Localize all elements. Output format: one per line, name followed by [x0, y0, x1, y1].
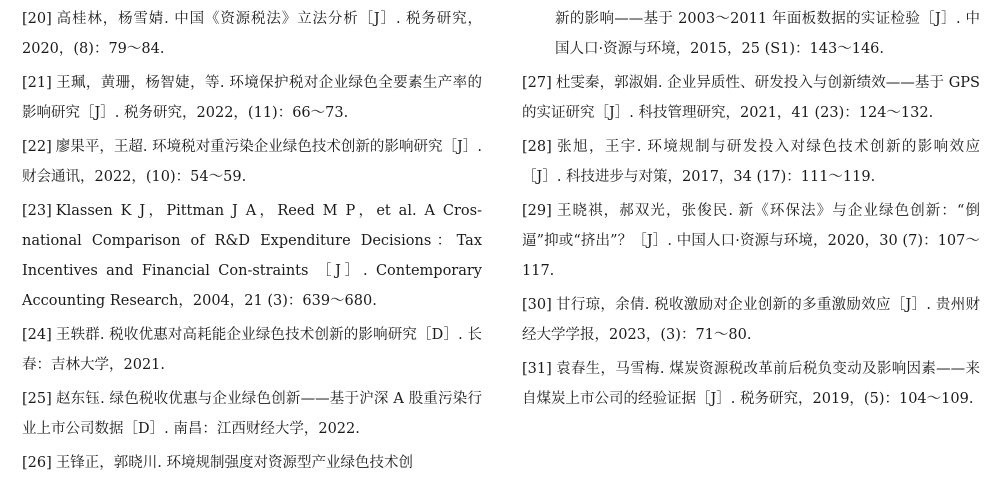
- right-column: [522, 4, 980, 414]
- reference-number: [21]: [22, 75, 52, 91]
- reference-item: [22, 320, 482, 380]
- reference-item: [522, 196, 980, 286]
- reference-item: [522, 290, 980, 350]
- reference-item: [22, 384, 482, 444]
- reference-item: [522, 132, 980, 192]
- reference-item: [22, 132, 482, 192]
- reference-number: [31]: [522, 361, 552, 377]
- reference-text: 张旭，王宇. 环境规制与研发投入对绿色技术创新的影响效应［J］. 科技进步与对策，2017，34 (17)：111～119.: [522, 139, 980, 185]
- reference-number: [22]: [22, 139, 52, 155]
- reference-text: 杜雯秦，郭淑娟. 企业异质性、研发投入与创新绩效——基于 GPS 的实证研究［J］. 科技管理研究，2021，41 (23)：124～132.: [522, 75, 980, 121]
- reference-number: [27]: [522, 75, 552, 91]
- left-column: [22, 4, 482, 478]
- reference-text: 王轶群. 税收优惠对高耗能企业绿色技术创新的影响研究［D］. 长春：吉林大学，2021.: [22, 327, 482, 373]
- reference-item: [22, 196, 482, 316]
- reference-text: Klassen K J，Pittman J A，Reed M P，et al. A Cros-national Comparison of R&D Expenditure Decisions：Tax Incentives and Financial Con-straints ［J］. Contemporary Accounting Research，2004，21 (3)：639～680.: [22, 203, 482, 309]
- reference-text: 王锋正，郭晓川. 环境规制强度对资源型产业绿色技术创: [55, 455, 413, 471]
- reference-text: 袁春生，马雪梅. 煤炭资源税改革前后税负变动及影响因素——来自煤炭上市公司的经验证据［J］. 税务研究，2019，(5)：104～109.: [522, 361, 980, 407]
- reference-text: 高桂林，杨雪婧. 中国《资源税法》立法分析［J］. 税务研究，2020，(8)：79～84.: [22, 11, 482, 57]
- reference-item: [22, 68, 482, 128]
- reference-text: 赵东钰. 绿色税收优惠与企业绿色创新——基于沪深 A 股重污染行业上市公司数据［D］. 南昌：江西财经大学，2022.: [22, 391, 482, 437]
- reference-item: [522, 68, 980, 128]
- reference-number: [29]: [522, 203, 552, 219]
- reference-number: [26]: [22, 455, 52, 471]
- reference-number: [25]: [22, 391, 52, 407]
- reference-text: 新的影响——基于 2003～2011 年面板数据的实证检验［J］. 中国人口·资源与环境，2015，25 (S1)：143～146.: [555, 11, 980, 57]
- reference-text: 廖果平，王超. 环境税对重污染企业绿色技术创新的影响研究［J］. 财会通讯，2022，(10)：54～59.: [22, 139, 482, 185]
- reference-number: [24]: [22, 327, 52, 343]
- reference-item: [22, 448, 482, 478]
- reference-continuation: [522, 4, 980, 64]
- reference-number: [30]: [522, 297, 552, 313]
- reference-item: [522, 354, 980, 414]
- reference-item: [22, 4, 482, 64]
- reference-text: 王珮，黄珊，杨智婕，等. 环境保护税对企业绿色全要素生产率的影响研究［J］. 税务研究，2022，(11)：66～73.: [22, 75, 482, 121]
- reference-text: 甘行琼，余倩. 税收激励对企业创新的多重激励效应［J］. 贵州财经大学学报，2023，(3)：71～80.: [522, 297, 980, 343]
- reference-number: [28]: [522, 139, 552, 155]
- reference-number: [23]: [22, 203, 52, 219]
- reference-number: [20]: [22, 11, 52, 27]
- reference-text: 王晓祺，郝双光，张俊民. 新《环保法》与企业绿色创新：“倒逼”抑或“挤出”？［J］. 中国人口·资源与环境，2020，30 (7)：107～117.: [522, 203, 980, 279]
